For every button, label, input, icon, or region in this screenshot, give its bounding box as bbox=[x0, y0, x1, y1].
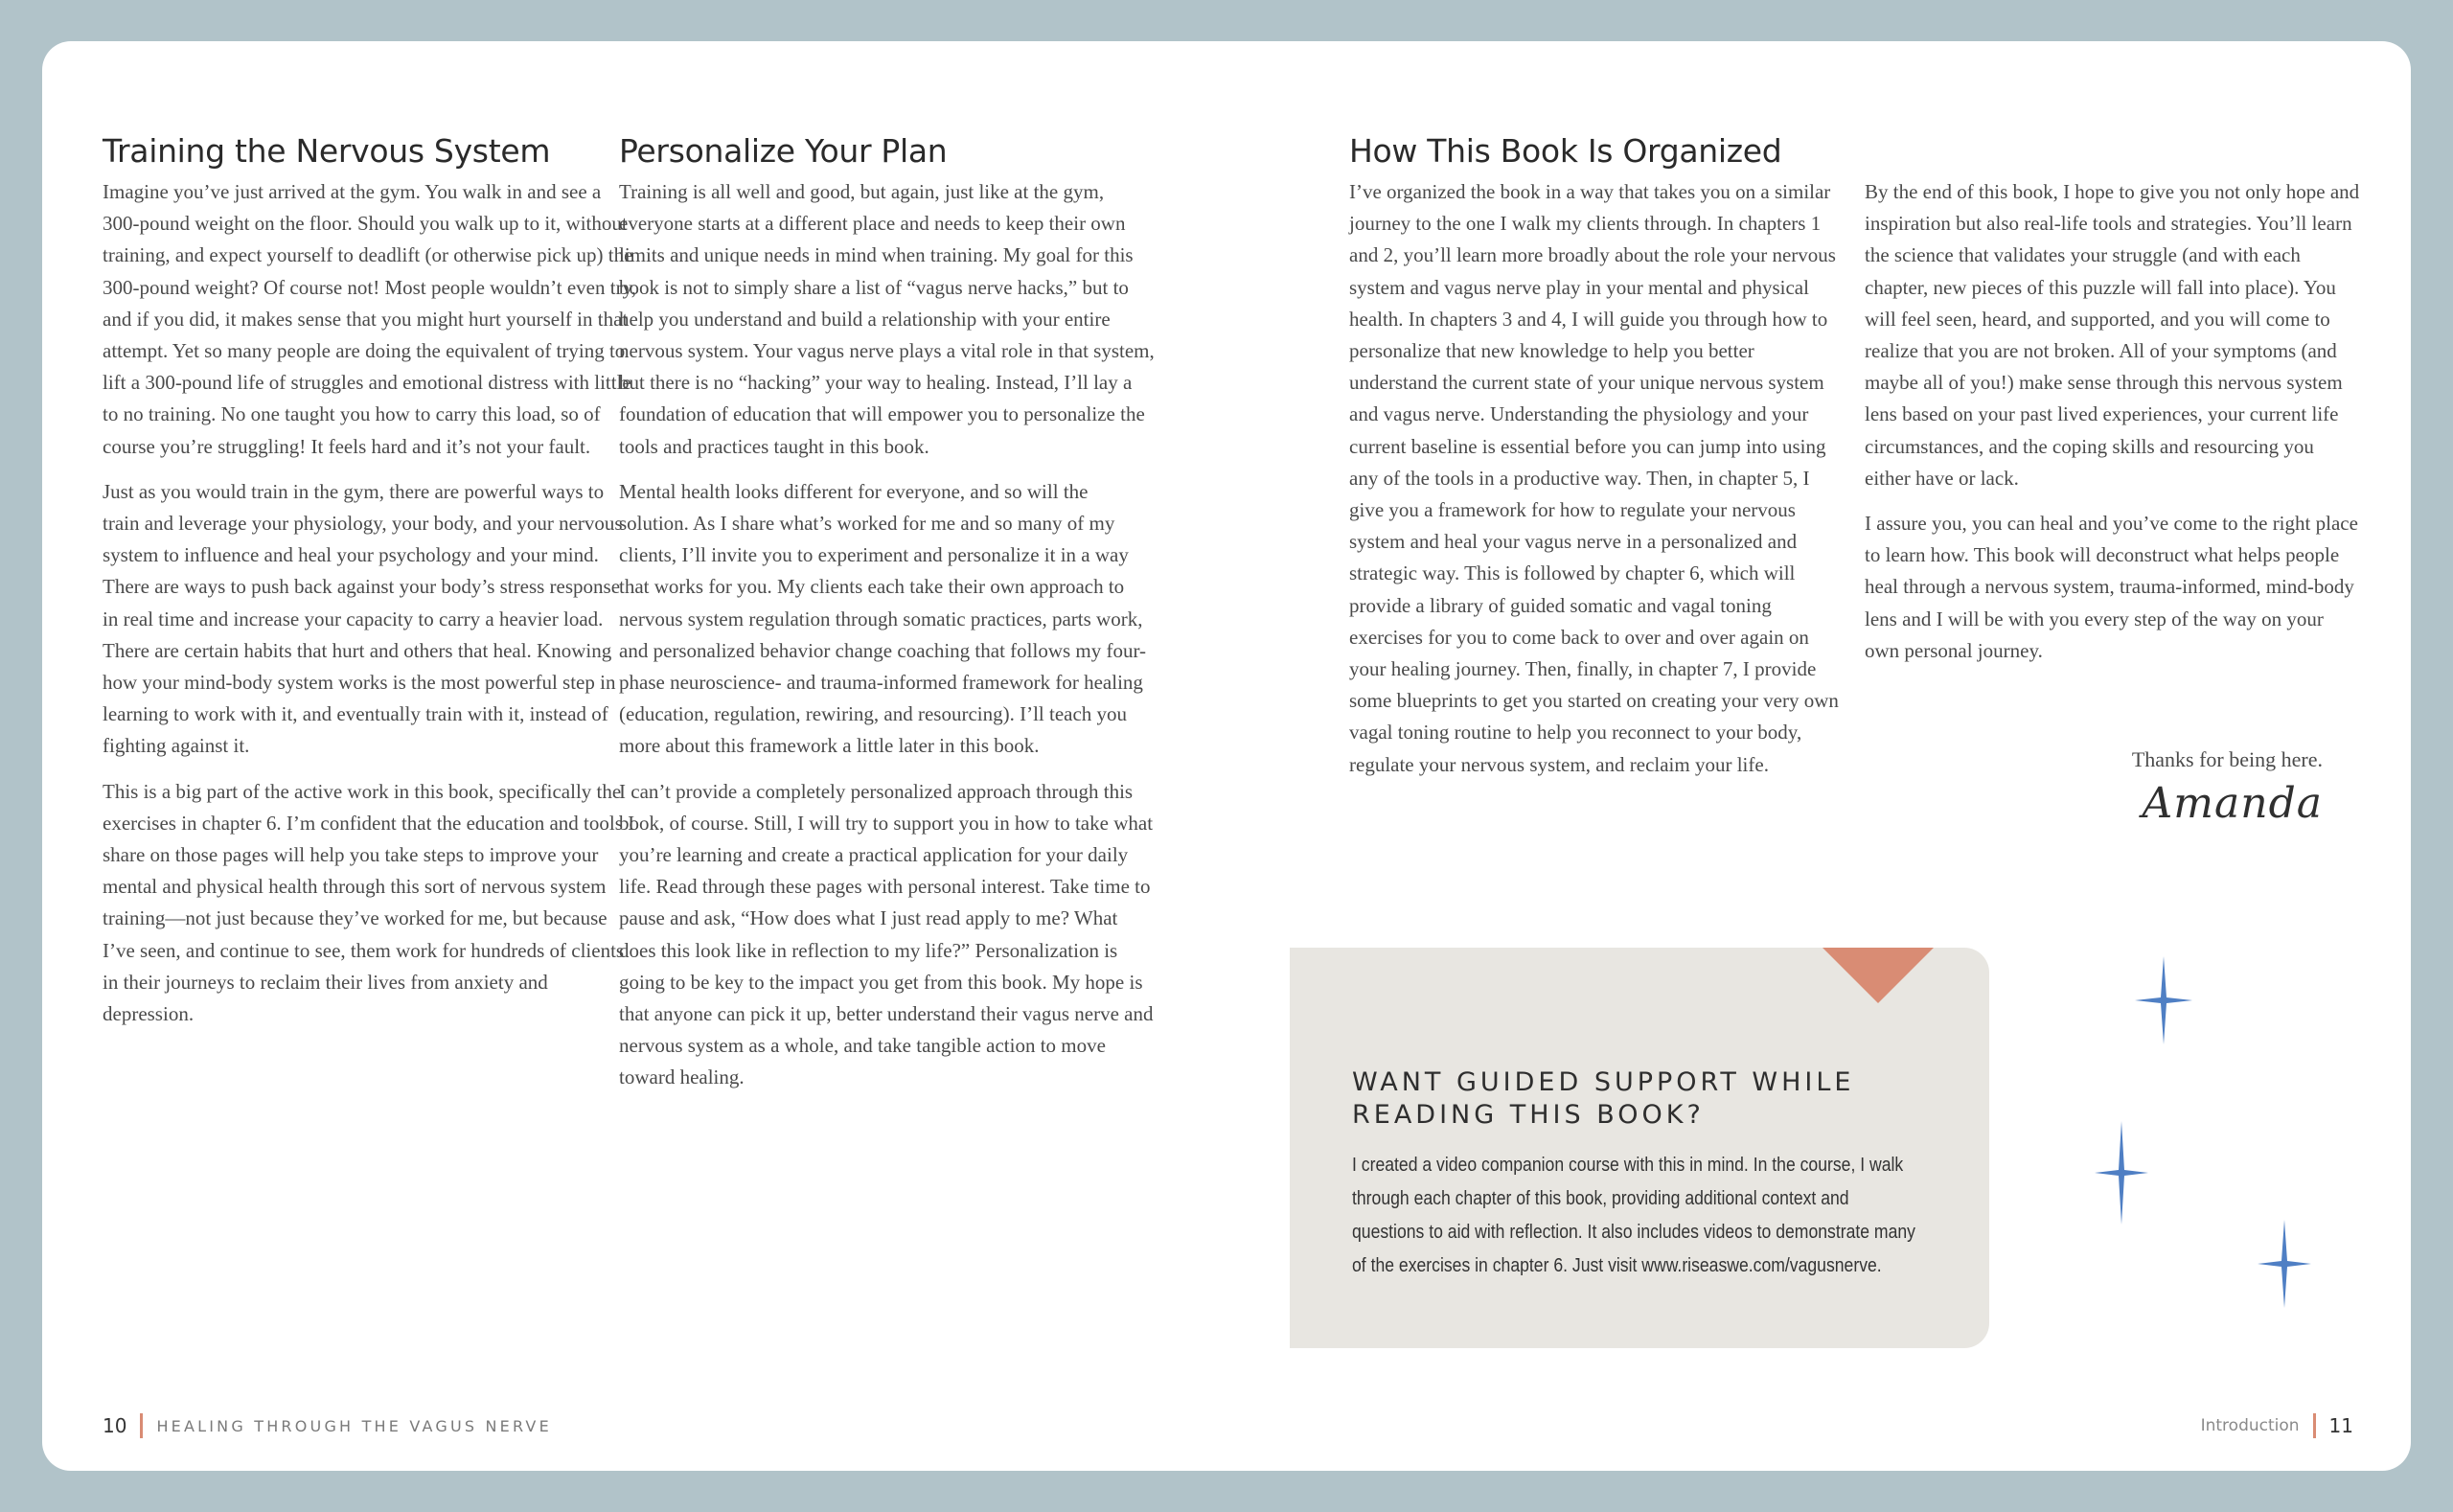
paragraph: I assure you, you can heal and you’ve come to the right place to learn how. This book will deconstruct what helps people heal through a nervous system, trauma-informed, mind-body lens and I will be with you every step of the way on your own personal journey. bbox=[1865, 512, 2358, 662]
paragraph: Mental health looks different for everyone, and so will the solution. As I share what’s worked for me and so many of my clients, I’ll invite you to experiment and personalize it in a way that works for you. My clients each take their own approach to nervous system regulation through somatic practices, parts work, and personalized behavior change coaching that follows my four-phase neuroscience- and trauma-informed framework for healing (education, regulation, rewiring, and resourcing). I’ll teach you more about this framework a little later in this book. bbox=[619, 479, 1147, 758]
paragraph: This is a big part of the active work in this book, specifically the exercises in chapter 6. I’m confident that the education and tools I share on those pages will help you take steps to improve your mental and physical health through this sort of nervous system training—not just because they’ve worked for me, but because I’ve seen, and continue to see, them work for hundreds of clients in their journeys to reclaim their lives from anxiety and depression. bbox=[103, 779, 635, 1026]
folio-right bbox=[2201, 1413, 2353, 1438]
paragraph: Training is all well and good, but again, just like at the gym, everyone starts at a different place and needs to keep their own limits and unique needs in mind when training. My goal for this book is not to simply share a list of “vagus nerve hacks,” but to help you understand and build a relationship with your entire nervous system. Your vagus nerve plays a vital role in that system, but there is no “hacking” your way to healing. Instead, I’ll lay a foundation of education that will empower you to personalize the tools and practices taught in this book. bbox=[619, 180, 1155, 458]
corner-triangle-icon bbox=[1823, 948, 1934, 1003]
page-number: 10 bbox=[103, 1414, 127, 1437]
folio-left bbox=[103, 1413, 552, 1438]
paragraph: Imagine you’ve just arrived at the gym. You walk in and see a 300-pound weight on the floor. Should you walk up to it, without training, and expect yourself to deadlift (or otherwise pick up) the 300-pound weight? Of course not! Most people wouldn’t even try, and if you did, it makes sense that you might hurt yourself in that attempt. Yet so many people are doing the equivalent of trying to lift a 300-pound life of struggles and emotional distress with little to no training. No one taught you how to carry this load, so of course you’re struggling! It feels hard and it’s not your fault. bbox=[103, 180, 636, 458]
signature: Amanda bbox=[2142, 779, 2323, 828]
sparkle-star-icon bbox=[2258, 1220, 2311, 1308]
sparkle-star-icon bbox=[2135, 956, 2192, 1044]
folio-divider bbox=[2313, 1413, 2316, 1438]
column-personalize bbox=[619, 132, 1156, 1108]
paragraph: I’ve organized the book in a way that takes you on a similar journey to the one I walk my clients through. In chapters 1 and 2, you’ll learn more broadly about the role your nervous system and vagus nerve play in your mental and physical health. In chapters 3 and 4, I will guide you through how to personalize that new knowledge to help you better understand the current state of your unique nervous system and vagus nerve. Understanding the physiology and your current baseline is essential before you can jump into using any of the tools in a productive way. Then, in chapter 5, I give you a framework for how to regulate your nervous system and heal your vagus nerve in a personalized and strategic way. This is followed by chapter 6, which will provide a library of guided somatic and vagal toning exercises for you to come back to over and over again on your healing journey. Then, finally, in chapter 7, I provide some blueprints to get you started on creating your very own vagal toning routine to help you reconnect to your body, regulate your nervous system, and reclaim your life. bbox=[1349, 180, 1839, 776]
paragraph: I can’t provide a completely personalized approach through this book, of course. Still, I will try to support you in how to take what you’re learning and create a practical application for your daily life. Read through these pages with personal interest. Take time to pause and ask, “How does what I just read apply to me? What does this look like in reflection to my life?” Personalization is going to be key to the impact you get from this book. My hope is that anyone can pick it up, better understand their vagus nerve and nervous system as a whole, and take tangible action to move toward healing. bbox=[619, 779, 1154, 1089]
callout-title: WANT GUIDED SUPPORT WHILE READING THIS BOOK? bbox=[1352, 1067, 1855, 1130]
paragraph: By the end of this book, I hope to give you not only hope and inspiration but also real-life tools and strategies. You’ll learn the science that validates your struggle (and with each chapter, new pieces of this puzzle will fall into place). You will feel seen, heard, and supported, and you will come to realize that you are not broken. All of your symptoms (and maybe all of you!) make sense through this nervous system lens based on your past lived experiences, your current life circumstances, and the coping skills and resourcing you either have or lack. bbox=[1865, 180, 2360, 490]
guided-support-callout bbox=[1290, 948, 1989, 1348]
column-organized bbox=[1349, 132, 1847, 794]
running-head: HEALING THROUGH THE VAGUS NERVE bbox=[156, 1416, 552, 1435]
column-training bbox=[103, 132, 639, 1043]
callout-body: I created a video companion course with this in mind. In the course, I walk through each chapter of this book, providing additional context and questions to aid with reflection. It also includes videos to demonstrate many of the exercises in chapter 6. Just visit www.riseaswe.com/vagusnerve. bbox=[1352, 1155, 1915, 1276]
folio-divider bbox=[140, 1413, 143, 1438]
paragraph: Just as you would train in the gym, there are powerful ways to train and leverage your physiology, your body, and your nervous system to influence and heal your psychology and your mind. There are ways to push back against your body’s stress response in real time and increase your capacity to carry a heavier load. There are certain habits that hurt and others that heal. Knowing how your mind-body system works is the most powerful step in learning to work with it, and eventually train with it, instead of fighting against it. bbox=[103, 479, 623, 758]
book-spread bbox=[42, 41, 2411, 1471]
heading-personalize: Personalize Your Plan bbox=[619, 132, 948, 170]
page-number: 11 bbox=[2328, 1414, 2353, 1437]
running-head: Introduction bbox=[2200, 1416, 2300, 1435]
heading-training: Training the Nervous System bbox=[103, 132, 551, 170]
heading-organized: How This Book Is Organized bbox=[1349, 132, 1782, 170]
column-closing bbox=[1865, 176, 2363, 680]
closing-line: Thanks for being here. bbox=[2131, 747, 2323, 771]
sparkle-star-icon bbox=[2095, 1121, 2148, 1225]
